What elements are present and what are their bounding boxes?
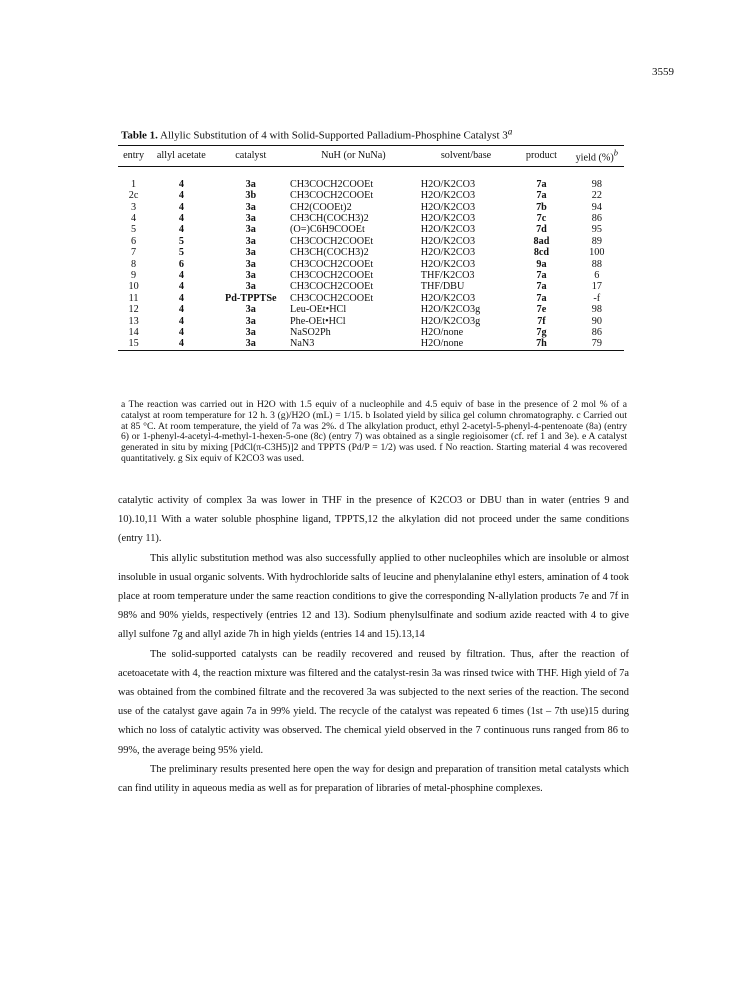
product-cell: 7c [536,213,547,224]
product-cell: 7a [536,178,547,190]
header-yield-sup: b [613,148,619,158]
nucleophile-cell: CH3COCH2COOEt [289,270,374,282]
entry-cell: 7 [131,247,137,259]
paragraph-1: catalytic activity of complex 3a was lower in THF in the presence of K2CO3 or DBU than in water (entries 9 and 10).10,11 With a water soluble phosphine ligand, TPPTS,12 the alkylation did not proceed under the same conditions (entry 11). [118,495,629,545]
solvent-base-cell: H2O/K2CO3 [420,190,476,202]
table-row [118,202,624,213]
nucleophile-cell: CH2(COOEt)2 [289,201,352,213]
paragraph-3: The solid-supported catalysts can be readily recovered and reused by filtration. Thus, after the reaction of acetoacetate with 4, the reaction mixture was filtered and the catalyst-resin 3a was rinsed twice with THF. High yield of 7a was obtained from the combined filtrate and the recovered 3a was subjected to the next series of the reaction. The second use of the catalyst gave again 7a in 99% yield. The recycle of the catalyst was repeated 6 times (1st – 7th use)15 during which no loss of catalytic activity was observed. The chemical yield observed in the 7 continuous runs ranged from 86 to 99%, the average being 95% yield. [118,648,629,756]
solvent-base-cell: THF/K2CO3 [420,270,475,282]
yield-cell: 94 [591,201,602,213]
solvent-base-cell: H2O/K2CO3 [420,213,476,224]
allyl-acetate-cell: 4 [178,281,184,293]
catalyst-cell: 3a [245,327,256,339]
table-caption [121,126,512,142]
entry-cell: 5 [131,224,137,236]
header-allyl-acetate: allyl acetate [156,150,206,162]
nucleophile-cell: CH3COCH2COOEt [289,258,374,270]
catalyst-cell: 3a [245,235,256,247]
yield-cell: 6 [594,270,600,282]
table-row [118,304,624,315]
allyl-acetate-cell: 4 [178,213,184,224]
catalyst-cell: 3a [245,224,256,236]
table-footnotes: a The reaction was carried out in H2O with 1.5 equiv of a nucleophile and 4.5 equiv of base in the presence of 2 mol % of a catalyst at room temperature for 12 h. 3 (g)/H2O (mL) = 1/15. b Isolated yield by silica gel column chromatography. c Carried out at 85 °C. At room temperature, the yield of 7a was 2%. d The alkylation product, ethyl 2-acetyl-5-phenyl-4-pentenoate (8a) (entry 6) or 1-phenyl-4-acetyl-4-methyl-1-hexen-5-one (8c) (entry 7) was obtained as a single regioisomer (cf. ref 1 and 3e). e A catalyst generated in situ by mixing [PdCl(π-C3H5)]2 and TPPTS (Pd/P = 1/2) was used. f No reaction. Starting material 4 was recovered quantitatively. g Six equiv of K2CO3 was used. [121,399,627,464]
entry-cell: 6 [131,235,137,247]
nucleophile-cell: (O=)C6H9COOEt [289,224,365,236]
header-yield [570,146,624,167]
solvent-base-cell: THF/DBU [420,281,465,293]
table-row [118,190,624,201]
table-row [118,293,624,304]
table-row [118,270,624,281]
catalyst-cell: 3a [245,315,256,327]
catalyst-cell: 3a [245,201,256,213]
entry-cell: 11 [128,292,139,304]
table-row [118,338,624,350]
yield-cell: 79 [570,338,624,350]
product-cell: 8cd [533,247,550,259]
entry-cell: 8 [131,258,137,270]
nucleophile-cell: NaN3 [288,338,419,350]
allyl-acetate-cell: 4 [178,224,184,236]
body-text [118,491,629,798]
yield-cell: 22 [591,190,602,202]
table-caption-text: Allylic Substitution of 4 with Solid-Supported Palladium-Phosphine Catalyst 3 [160,129,508,142]
nucleophile-cell: CH3COCH2COOEt [289,178,374,190]
header-yield-label: yield (%) [575,152,614,164]
solvent-base-cell: H2O/K2CO3 [420,292,476,304]
nucleophile-cell: CH3COCH2COOEt [289,292,374,304]
table-caption-label: Table 1. [121,129,158,142]
allyl-acetate-cell: 4 [178,190,184,202]
table-row [118,224,624,235]
product-cell: 7a [536,190,547,202]
catalyst-cell: 3a [245,247,256,259]
catalyst-cell: 3a [245,304,256,316]
allyl-acetate-cell: 4 [178,327,184,339]
table-row [118,281,624,292]
allyl-acetate-cell: 5 [178,235,184,247]
product-cell: 7f [537,315,546,327]
yield-cell: 95 [591,224,602,236]
product-cell: 7e [536,304,547,316]
header-entry: entry [123,150,145,162]
solvent-base-cell: H2O/K2CO3 [420,235,476,247]
table-row [118,259,624,270]
product-cell: 7h [513,338,569,350]
yield-cell: 17 [591,281,602,293]
solvent-base-cell: H2O/none [420,327,464,339]
catalyst-cell: 3a [245,258,256,270]
table-row [118,179,624,190]
product-cell: 7a [536,270,547,282]
entry-cell: 2c [128,190,139,202]
catalyst-cell: 3b [245,190,257,202]
table-row [118,236,624,247]
nucleophile-cell: NaSO2Ph [289,327,331,339]
nucleophile-cell: Phe-OEt•HCl [289,315,346,327]
table-caption-sup: a [507,126,513,136]
allyl-acetate-cell: 5 [178,247,184,259]
allyl-acetate-cell: 4 [178,178,184,190]
table-row [118,213,624,224]
yield-cell: 98 [591,178,602,190]
allyl-acetate-cell: 4 [178,201,184,213]
table-row [118,316,624,327]
yield-cell: -f [593,292,601,304]
product-cell: 7a [536,281,547,293]
yield-cell: 90 [591,315,602,327]
allyl-acetate-cell: 4 [149,338,213,350]
allyl-acetate-cell: 4 [178,270,184,282]
yield-cell: 98 [591,304,602,316]
page-number: 3559 [652,66,674,78]
solvent-base-cell: H2O/K2CO3 [420,258,476,270]
solvent-base-cell: H2O/K2CO3 [420,201,476,213]
nucleophile-cell: CH3COCH2COOEt [289,281,374,293]
entry-cell: 3 [131,201,137,213]
allyl-acetate-cell: 4 [178,315,184,327]
solvent-base-cell: H2O/none [419,338,514,350]
yield-cell: 89 [591,235,602,247]
nucleophile-cell: CH3CH(COCH3)2 [289,247,369,259]
table-row [118,247,624,258]
allyl-acetate-cell: 6 [178,258,184,270]
allyl-acetate-cell: 4 [178,292,184,304]
catalyst-cell: Pd-TPPTSe [225,292,277,304]
table-row [118,327,624,338]
nucleophile-cell: CH3CH(COCH3)2 [289,213,369,224]
catalyst-cell: 3a [214,338,288,350]
allyl-acetate-cell: 4 [178,304,184,316]
yield-cell: 88 [591,258,602,270]
nucleophile-cell: Leu-OEt•HCl [289,304,347,316]
entry-cell: 9 [131,270,137,282]
catalyst-cell: 3a [245,281,256,293]
table-body [118,167,624,350]
solvent-base-cell: H2O/K2CO3 [420,247,476,259]
yield-cell: 86 [591,213,602,224]
product-cell: 7g [536,327,547,339]
header-product: product [525,150,558,162]
solvent-base-cell: H2O/K2CO3 [420,224,476,236]
yield-cell: 100 [589,247,605,259]
solvent-base-cell: H2O/K2CO3 [420,178,476,190]
product-cell: 9a [536,258,547,270]
entry-cell: 12 [128,304,139,316]
product-cell: 7a [536,292,547,304]
product-cell: 7d [536,224,547,236]
data-table [118,145,624,351]
solvent-base-cell: H2O/K2CO3g [420,315,481,327]
paragraph-4: The preliminary results presented here open the way for design and preparation of transition metal catalysts which can find utility in aqueous media as well as for preparation of libraries of metal-phosphine complexes. [118,763,629,795]
catalyst-cell: 3a [245,178,256,190]
yield-cell: 86 [591,327,602,339]
product-cell: 7b [536,201,547,213]
entry-cell: 15 [118,338,149,350]
header-catalyst: catalyst [235,150,267,162]
product-cell: 8ad [533,235,550,247]
entry-cell: 4 [131,213,137,224]
entry-cell: 10 [128,281,139,293]
header-nucleophile: NuH (or NuNa) [321,150,386,162]
entry-cell: 14 [128,327,139,339]
entry-cell: 1 [131,178,137,190]
nucleophile-cell: CH3COCH2COOEt [289,190,374,202]
catalyst-cell: 3a [245,213,256,224]
header-solvent-base: solvent/base [440,150,492,162]
solvent-base-cell: H2O/K2CO3g [420,304,481,316]
entry-cell: 13 [128,315,139,327]
catalyst-cell: 3a [245,270,256,282]
nucleophile-cell: CH3COCH2COOEt [289,235,374,247]
paragraph-2: This allylic substitution method was also successfully applied to other nucleophiles which are insoluble or almost insoluble in usual organic solvents. With hydrochloride salts of leucine and phenylalanine ethyl esters, amination of 4 took place at room temperature under the same reaction conditions to give the corresponding N-allylation products 7e and 7f in 98% and 90% yields, respectively (entries 12 and 13). Sodium phenylsulfinate and sodium azide reacted with 4 to give allyl sulfone 7g and allyl azide 7h in high yields (entries 14 and 15).13,14 [118,552,629,641]
